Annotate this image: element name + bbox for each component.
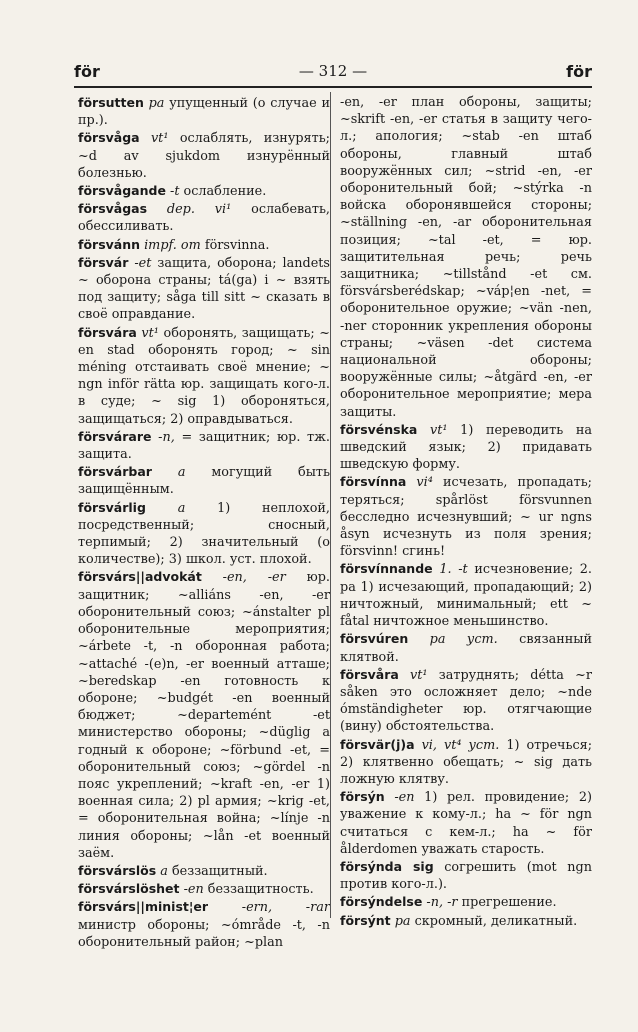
entry-definition: försvinna. xyxy=(204,237,270,253)
dictionary-entry xyxy=(78,568,330,861)
entry-definition: беззащитный. xyxy=(171,863,268,879)
right-column xyxy=(340,94,593,929)
column-divider xyxy=(330,92,331,918)
entry-headword: försvúren xyxy=(340,631,409,647)
dictionary-entry xyxy=(340,912,592,930)
entry-grammar: pa xyxy=(394,913,411,929)
dictionary-entry xyxy=(340,788,592,858)
dictionary-entry xyxy=(78,200,330,235)
dictionary-entry xyxy=(340,666,592,736)
entry-grammar: -en xyxy=(183,882,204,898)
entry-headword: försvågande xyxy=(78,183,166,199)
entry-headword: försvåra xyxy=(340,666,399,682)
entry-grammar: pa xyxy=(148,96,165,111)
page-number: — 312 — xyxy=(298,62,368,80)
entry-headword: försýnda sig xyxy=(340,858,434,874)
entry-grammar: -en xyxy=(394,790,415,806)
right-running-head: för xyxy=(566,62,592,81)
entry-grammar: vi, vt⁴ уст. xyxy=(421,737,500,753)
dictionary-entry xyxy=(340,858,592,893)
entry-headword: försýndelse xyxy=(340,894,423,910)
entry-headword: försvárlig xyxy=(78,499,146,515)
left-running-head: för xyxy=(74,62,100,81)
entry-headword: försvára xyxy=(78,324,137,340)
entry-grammar: -ern, -rar xyxy=(241,900,330,916)
entry-definition: 1) отречься; 2) клятвенно обещать; ~ sig дать ложную клятву. xyxy=(340,737,593,787)
entry-definition: министр обороны; ~ómråde -t, -n оборонительный район; ~plan xyxy=(78,917,330,950)
dictionary-entry xyxy=(78,428,330,463)
entry-grammar: dep. vi¹ xyxy=(166,202,232,218)
entry-grammar: a xyxy=(160,863,168,879)
entry-definition: оборонять, защищать; ~ en stad оборонять город; ~ sin méning отстаивать своё мнение; ~ ngn inför rätta юр. защищать кого-л. в суде; ~ sig 1) обороняться, защищаться; 2) оправдываться. xyxy=(78,325,330,427)
entry-headword: försýn xyxy=(340,789,385,805)
dictionary-entry xyxy=(340,893,592,911)
dictionary-entry xyxy=(78,898,330,951)
entry-grammar: vt¹ xyxy=(150,131,169,147)
entry-definition: -en, -er план обороны, защиты; ~skrift -en, -er статья в защиту чего-л.; апология; ~stab -en штаб обороны, главный штаб вооружённых сил; ~strid -en, -er оборонительный бой; ~stýrka -n войска оборонявшейся стороны; ~ställning -en, -ar оборонительная позиция; ~tal -et, = юр. защитительная речь; речь защитника; ~tillstånd -et см. försvársberédskap; ~váp¦en -net, = оборонительное оружие; ~vän -nen, -ner сторонник укрепления обороны страны; ~väsen -det система национальной обороны; вооружённые силы; ~åtgärd -en, -er оборонительное мероприятие; мера защиты. xyxy=(340,95,592,420)
entry-headword: försvánn xyxy=(78,236,141,252)
entry-grammar: -t xyxy=(170,184,180,200)
entry-headword: försvåga xyxy=(78,130,140,146)
dictionary-entry xyxy=(340,630,592,665)
entry-definition: согрешить (mot ngn против кого-л.). xyxy=(340,859,592,893)
entry-definition: юр. защитник; ~alliáns -en, -er оборонительный союз; ~ánstalter pl оборонительные мероприятия; ~árbete -t, -n оборонная работа; ~attaché -(e)n, -er военный атташе; ~beredskap -en готовность к обороне; ~budgét -en военный бюджет; ~departemént -et министерство обороны; ~düglig a годный к обороне; ~förbund -et, = оборонительный союз; ~gördel -n пояс укреплений; ~kraft -en, -er 1) военная сила; 2) pl армия; ~krig -et, = оборонительная война; ~línje -n линия обороны; ~lån -et военный заём. xyxy=(78,570,330,861)
entry-definition: прегрешение. xyxy=(461,895,557,911)
dictionary-entry xyxy=(78,236,330,254)
entry-definition: упущенный (о случае и пр.). xyxy=(78,96,330,129)
dictionary-entry xyxy=(78,862,330,880)
dictionary-entry xyxy=(340,736,592,789)
dictionary-entry xyxy=(340,473,592,560)
dictionary-entry xyxy=(78,94,330,129)
entry-definition: 1) переводить на шведский язык; 2) придавать шведскую форму. xyxy=(340,422,592,473)
entry-definition: затруднять; détta ~r såken это осложняет дело; ~nde ómständigheter юр. отягчающие (вину) обстоятельства. xyxy=(340,667,592,735)
entry-definition: беззащитность. xyxy=(207,882,314,898)
entry-headword: försvárslös xyxy=(78,862,157,878)
entry-grammar: vt¹ xyxy=(141,325,159,341)
dictionary-entry xyxy=(78,182,330,200)
entry-definition: ослабление. xyxy=(183,184,267,200)
entry-headword: försvárare xyxy=(78,428,152,444)
entry-grammar: vt¹ xyxy=(430,422,448,438)
dictionary-entry xyxy=(78,499,330,569)
dictionary-entry xyxy=(340,421,592,474)
entry-headword: försvárs||minist¦er xyxy=(78,899,209,915)
dictionary-entry xyxy=(78,254,330,324)
entry-grammar: -et xyxy=(134,255,152,271)
entry-headword: försvågas xyxy=(78,201,148,217)
entry-headword: försvínna xyxy=(340,474,407,490)
entry-headword: försvínnande xyxy=(340,561,433,577)
entry-headword: försýnt xyxy=(340,912,391,928)
left-column xyxy=(78,94,330,950)
dictionary-entry xyxy=(78,129,330,182)
entry-grammar: pa уст. xyxy=(429,632,498,648)
entry-definition: исчезать, пропадать; теряться; spårlöst försvunnen бесследно исчезнувший; ~ ur ngns åsyn исчезнуть из поля зрения; försvinn! сгинь! xyxy=(340,475,592,560)
entry-grammar: a xyxy=(177,465,186,481)
entry-grammar: vt¹ xyxy=(410,667,428,683)
entry-grammar: -n, -r xyxy=(426,895,458,911)
entry-grammar: -n, = xyxy=(158,429,193,445)
entry-definition: скромный, деликатный. xyxy=(414,913,578,929)
entry-grammar: a xyxy=(177,500,186,516)
entry-headword: försvárs||advokát xyxy=(78,569,202,585)
dictionary-entry xyxy=(340,560,592,630)
entry-headword: försvárbar xyxy=(78,464,152,480)
entry-definition: защита, оборона; landets ~ оборона страны; tá(ga) i ~ взять под защиту; såga till sitt ~ сказать в своё оправдание. xyxy=(78,255,330,323)
entry-grammar: -en, -er xyxy=(222,570,286,586)
entry-definition: ослабевать, обессиливать. xyxy=(78,202,330,235)
dictionary-entry xyxy=(78,324,330,428)
entry-definition: ослаблять, изнурять; ~d av sjukdom изнурённый болезнью. xyxy=(78,131,330,181)
entry-definition: защитник; юр. тж. защита. xyxy=(78,429,330,463)
entry-definition: связанный клятвой. xyxy=(340,632,592,665)
entry-headword: försvár xyxy=(78,254,129,270)
entry-grammar: impf. om xyxy=(144,237,201,253)
entry-grammar: 1. -t xyxy=(439,562,468,578)
page-header xyxy=(74,60,592,88)
entry-headword: försutten xyxy=(78,95,144,110)
dictionary-entry xyxy=(340,94,592,421)
entry-definition: исчезновение; 2. pa 1) исчезающий, пропадающий; 2) ничтожный, минимальный; ett ~ fåtal ничтожное меньшинство. xyxy=(340,562,592,630)
entry-grammar: vi⁴ xyxy=(416,475,433,491)
dictionary-entry xyxy=(78,880,330,898)
entry-headword: försvárslöshet xyxy=(78,881,180,897)
dictionary-entry xyxy=(78,463,330,498)
entry-definition: 1) неплохой, посредственный; сносный, терпимый; 2) значительный (о количестве); 3) школ. уст. плохой. xyxy=(78,500,330,568)
entry-definition: 1) рел. провидение; 2) уважение к кому-л.; ha ~ för ngn считаться с кем-л.; ha ~ för ålderdomen уважать старость. xyxy=(340,790,592,857)
entry-headword: försvénska xyxy=(340,421,418,437)
entry-headword: försvär(j)a xyxy=(340,736,415,752)
entry-definition: могущий быть защищённым. xyxy=(78,465,330,498)
